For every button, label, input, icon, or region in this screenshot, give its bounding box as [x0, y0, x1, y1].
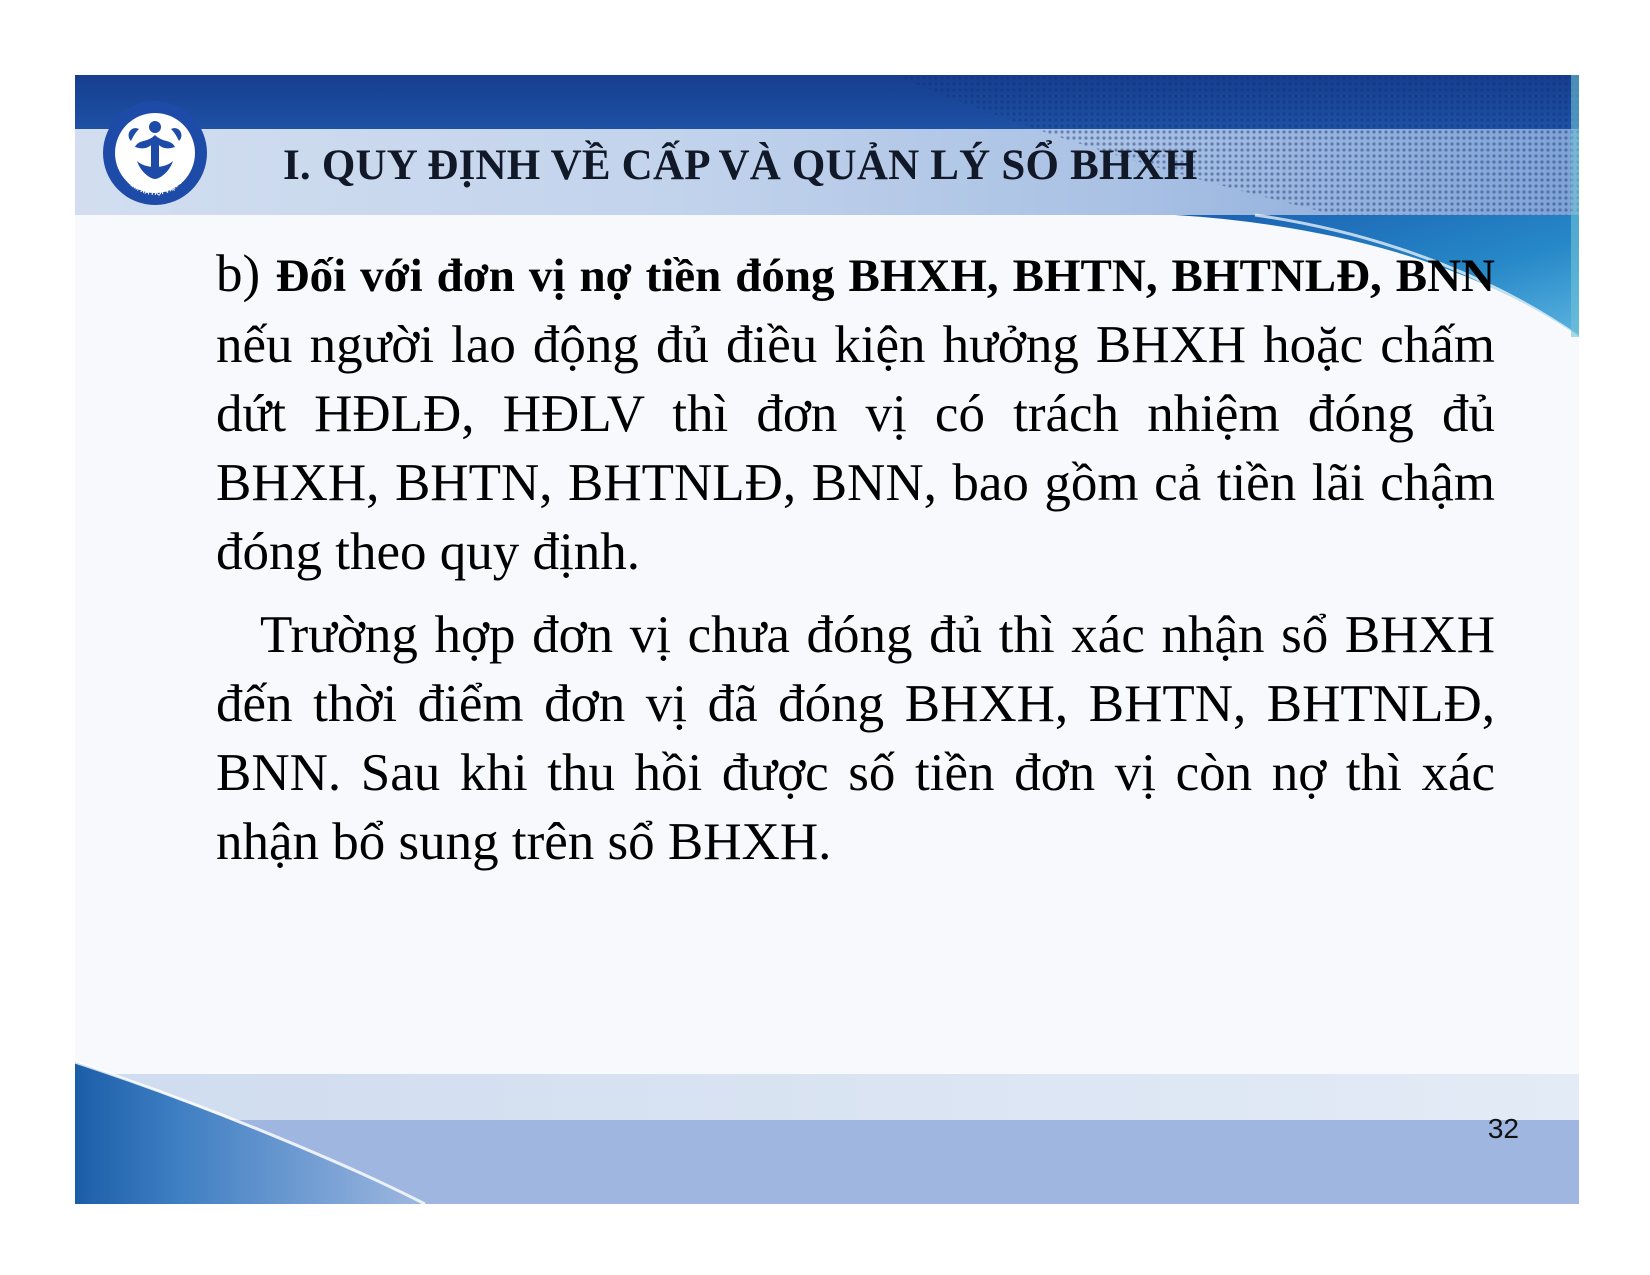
paragraph-2: Trường hợp đơn vị chưa đóng đủ thì xác nhận sổ BHXH đến thời điểm đơn vị đã đóng BHXH, BHTN, BHTNLĐ, BNN. Sau khi thu hồi được số tiền đơn vị còn nợ thì xác nhận bổ sung trên sổ BHXH. [216, 606, 1495, 871]
slide [75, 75, 1579, 1204]
paragraph-1-bold: Đối với đơn vị nợ tiền đóng BHXH, BHTN, BHTNLĐ, BNN [275, 250, 1495, 302]
footer-swoosh-decoration [75, 1062, 1579, 1204]
slide-body [216, 240, 1495, 877]
page-number: 32 [1487, 1113, 1519, 1144]
paragraph-1-lead: b) [216, 245, 276, 303]
slide-title: I. QUY ĐỊNH VỀ CẤP VÀ QUẢN LÝ SỔ BHXH [283, 142, 1198, 189]
bhxh-logo-icon [101, 99, 209, 207]
logo-text: BẢO HIỂM XÃ HỘI VIỆT NAM [117, 162, 191, 198]
paragraph-1 [216, 240, 1495, 587]
paragraph-1-rest: nếu người lao động đủ điều kiện hưởng BHXH hoặc chấm dứt HĐLĐ, HĐLV thì đơn vị có trách nhiệm đóng đủ BHXH, BHTN, BHTNLĐ, BNN, bao gồm cả tiền lãi chậm đóng theo quy định. [216, 316, 1495, 581]
